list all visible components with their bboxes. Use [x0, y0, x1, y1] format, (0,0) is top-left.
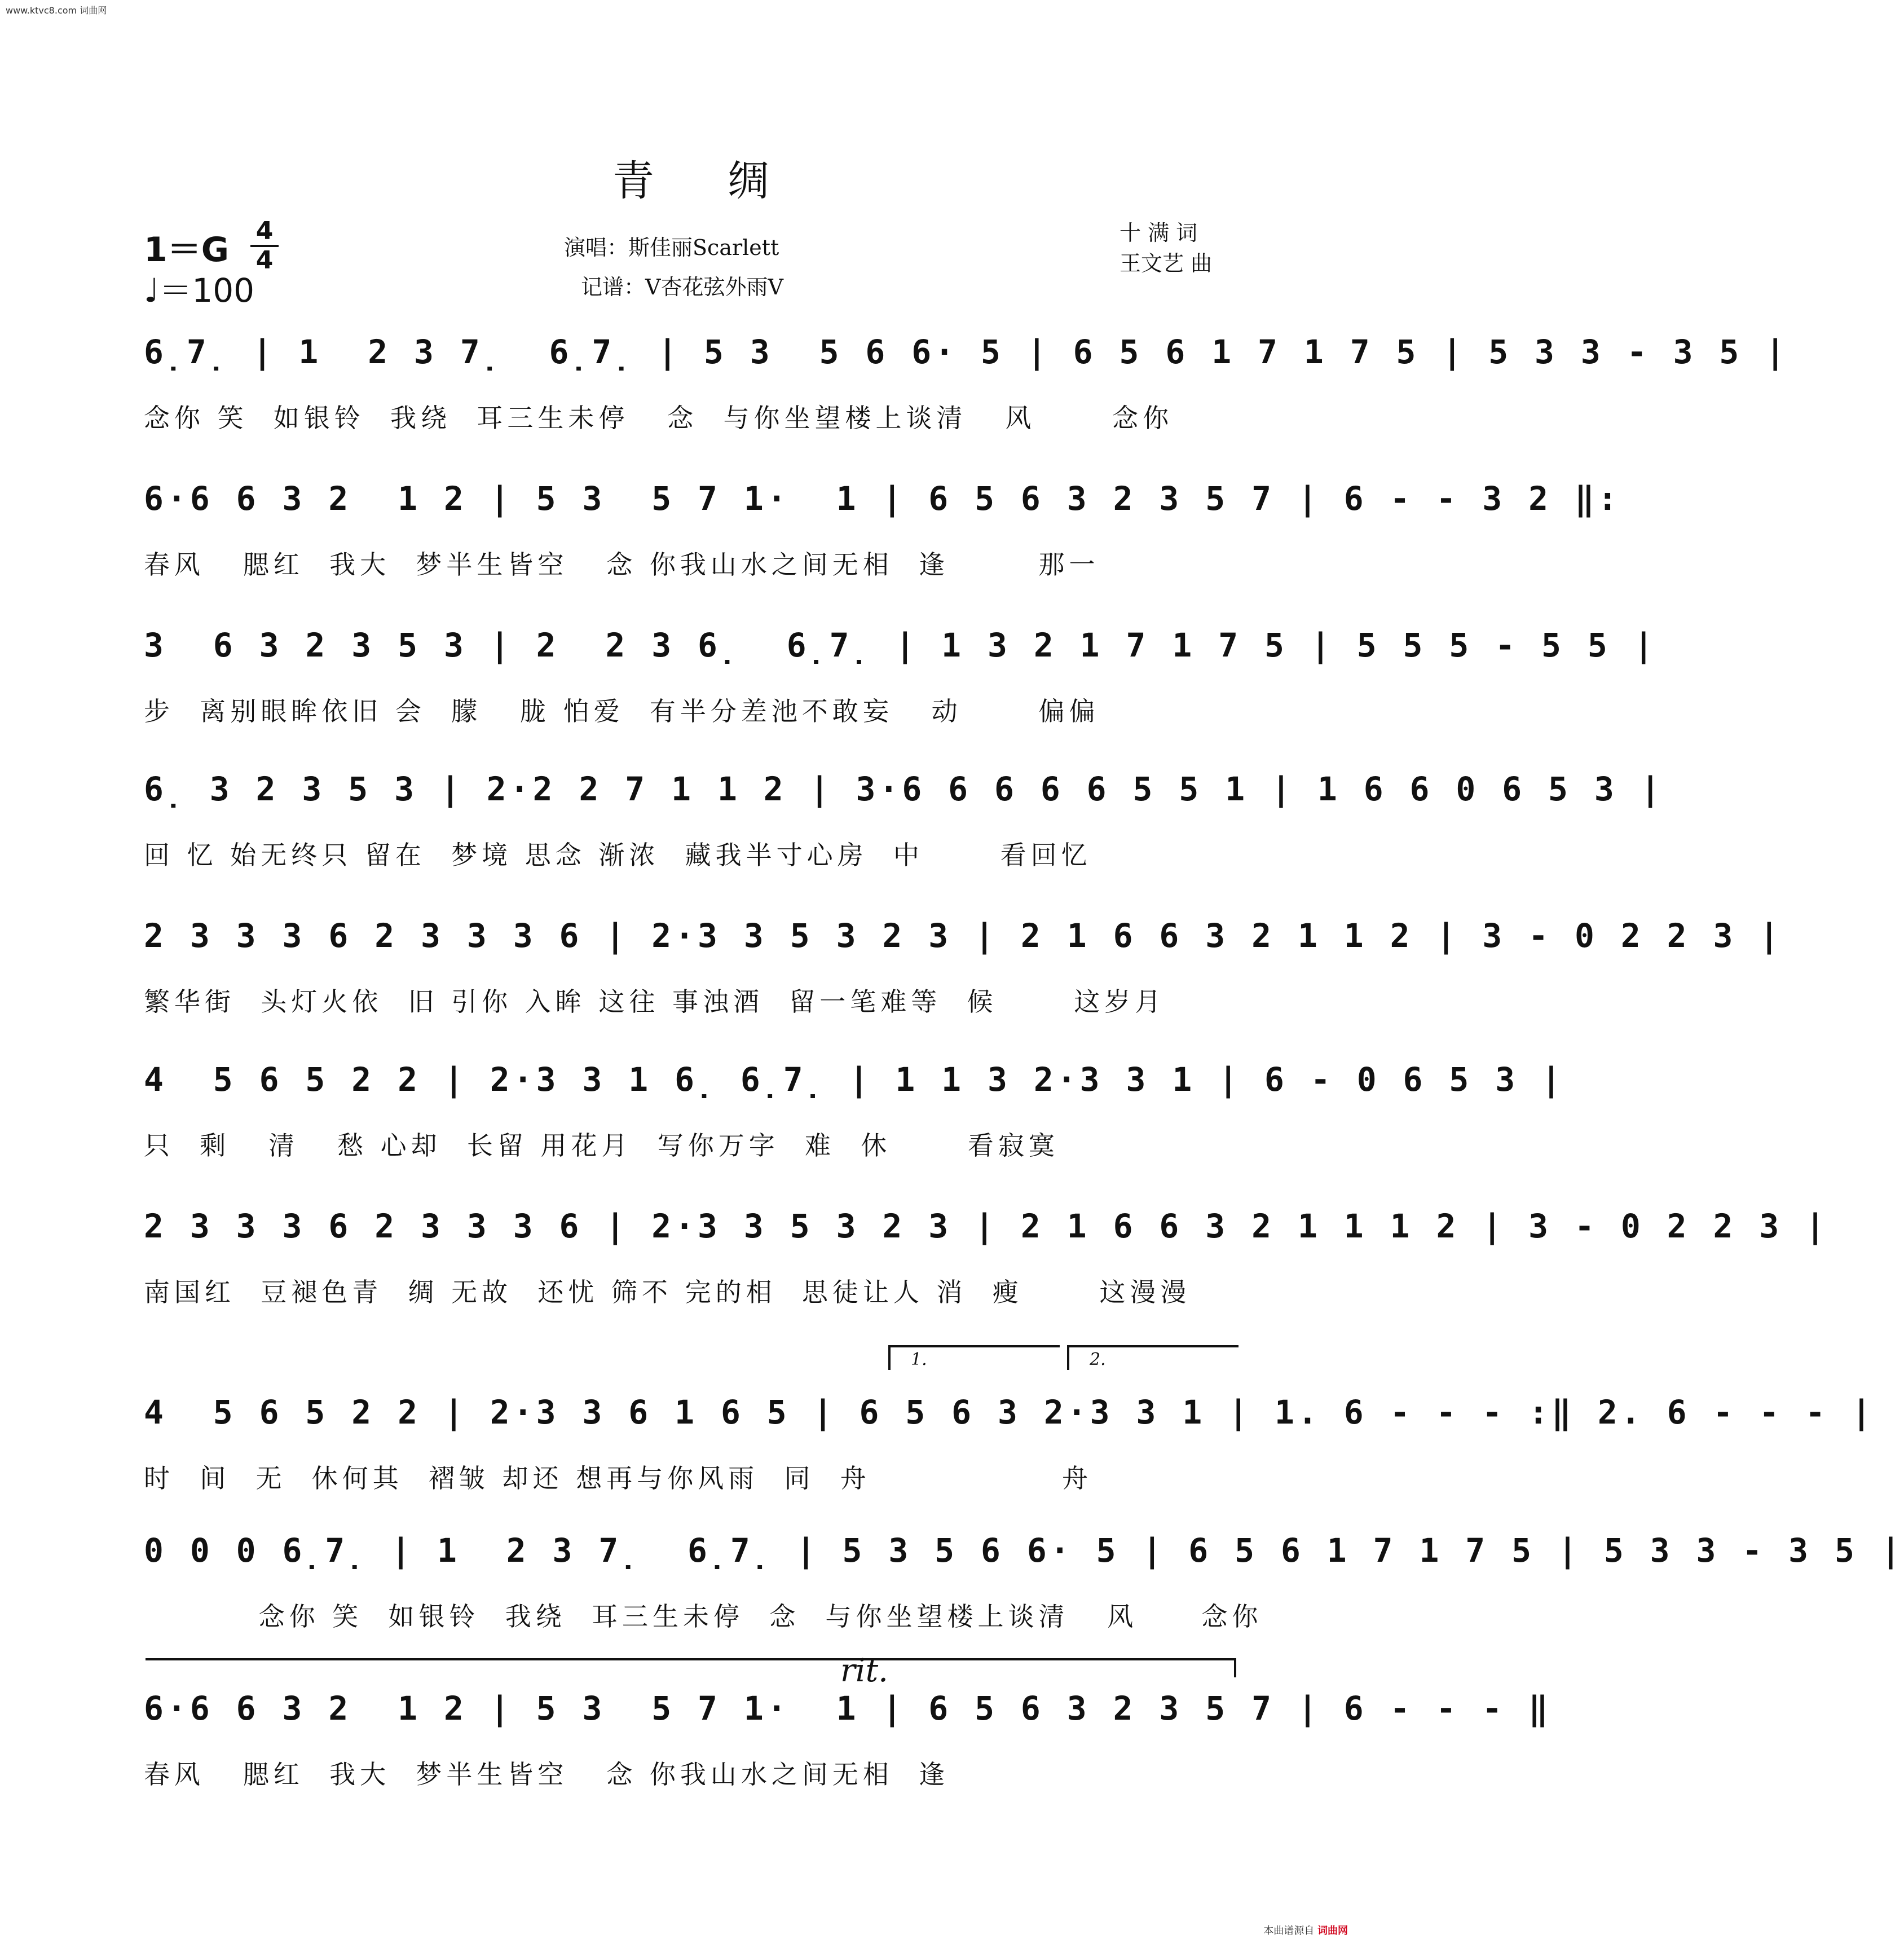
composer-credit: 王文艺 曲: [1120, 251, 1213, 276]
notation-row-6: 4 5 6 5 2 2 | 2·3 3 1 6̣ 6̣7̣ | 1 1 3 2·3 3 1 | 6 - 0 6 5 3 |: [144, 1060, 1564, 1099]
lyric-row-3: 步 离别眼眸依旧 会 朦 胧 怕爱 有半分差池不敢妄 动 偏偏: [144, 696, 1100, 726]
notation-row-9: 0 0 0 6̣7̣ | 1 2 3 7̣ 6̣7̣ | 5 3 5 6 6· 5 | 6 5 6 1 7 1 7 5 | 5 3 3 - 3 5 |: [144, 1531, 1904, 1570]
time-signature: [250, 219, 279, 273]
notation-row-10: 6·6 6 3 2 1 2 | 5 3 5 7 1· 1 | 6 5 6 3 2 3 5 7 | 6 - - - ‖: [144, 1689, 1552, 1728]
lyric-row-8: 时 间 无 休何其 褶皱 却还 想再与你风雨 同 舟 舟: [144, 1463, 1093, 1493]
lyric-row-5: 繁华街 头灯火依 旧 引你 入眸 这往 事浊酒 留一笔难等 候 这岁月: [144, 986, 1166, 1017]
volta-1-label: 1.: [911, 1350, 927, 1369]
notation-row-3: 3 6 3 2 3 5 3 | 2 2 3 6̣ 6̣7̣ | 1 3 2 1 7 1 7 5 | 5 5 5 - 5 5 |: [144, 626, 1657, 664]
lyric-row-2: 春风 腮红 我大 梦半生皆空 念 你我山水之间无相 逢 那一: [144, 549, 1100, 580]
footer-brand: 词曲网: [1317, 1925, 1348, 1937]
notation-row-4: 6̣ 3 2 3 5 3 | 2·2 2 7 1 1 2 | 3·6 6 6 6 6 5 5 1 | 1 6 6 0 6 5 3 |: [144, 770, 1664, 808]
rit-bracket: [146, 1658, 1236, 1677]
meter-bottom: 4: [255, 246, 274, 275]
lyric-row-1: 念你 笑 如银铃 我绕 耳三生未停 念 与你坐望楼上谈清 风 念你: [144, 403, 1174, 433]
notation-row-8: 4 5 6 5 2 2 | 2·3 3 6 1 6 5 | 6 5 6 3 2·3 3 1 | 1. 6 - - - :‖ 2. 6 - - - |: [144, 1393, 1875, 1431]
volta-bracket-1: [888, 1345, 1060, 1370]
lyric-row-7: 南国红 豆褪色青 绸 无故 还忧 筛不 完的相 思徒让人 消 瘦 这漫漫: [144, 1277, 1191, 1307]
performer-credit: 演唱：斯佳丽Scarlett: [564, 235, 779, 260]
footer-label: 本曲谱源自: [1263, 1925, 1315, 1937]
meter-top: 4: [255, 217, 274, 245]
site-url: www.ktvc8.com 词曲网: [6, 5, 107, 16]
lyric-row-4: 回 忆 始无终只 留在 梦境 思念 渐浓 藏我半寸心房 中 看回忆: [144, 840, 1092, 870]
tempo-marking: ♩＝100: [144, 271, 255, 310]
lyric-row-6: 只 剩 清 愁 心却 长留 用花月 写你万字 难 休 看寂寞: [144, 1130, 1059, 1161]
song-title: 青绸: [612, 157, 843, 205]
volta-bracket-2: [1067, 1345, 1239, 1370]
volta-2-label: 2.: [1090, 1350, 1106, 1369]
lyric-row-10: 春风 腮红 我大 梦半生皆空 念 你我山水之间无相 逢: [144, 1759, 950, 1790]
ritardando-marking: rit.: [840, 1653, 888, 1689]
notation-row-7: 2 3 3 3 6 2 3 3 3 6 | 2·3 3 5 3 2 3 | 2 1 6 6 3 2 1 1 1 2 | 3 - 0 2 2 3 |: [144, 1207, 1829, 1245]
notation-row-2: 6·6 6 3 2 1 2 | 5 3 5 7 1· 1 | 6 5 6 3 2 3 5 7 | 6 - - 3 2 ‖:: [144, 479, 1621, 518]
transcriber-credit: 记谱：V杏花弦外雨V: [581, 275, 783, 299]
notation-row-1: 6̣7̣ | 1 2 3 7̣ 6̣7̣ | 5 3 5 6 6· 5 | 6 5 6 1 7 1 7 5 | 5 3 3 - 3 5 |: [144, 333, 1789, 371]
lyric-row-9: 念你 笑 如银铃 我绕 耳三生未停 念 与你坐望楼上谈清 风 念你: [144, 1601, 1263, 1632]
footer-source: [1263, 1923, 1348, 1937]
notation-row-5: 2 3 3 3 6 2 3 3 3 6 | 2·3 3 5 3 2 3 | 2 1 6 6 3 2 1 1 2 | 3 - 0 2 2 3 |: [144, 917, 1783, 955]
lyricist-credit: 十 满 词: [1120, 221, 1198, 245]
key-signature: 1＝G: [144, 230, 229, 270]
